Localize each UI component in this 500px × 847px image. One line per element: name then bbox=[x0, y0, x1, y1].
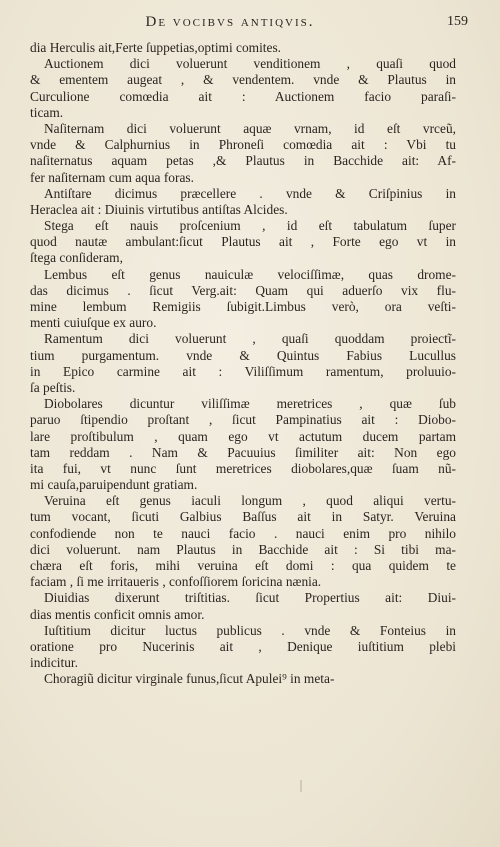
text-line: Diobolares dicuntur viliſſimæ meretrices , quæ ſub bbox=[44, 396, 456, 412]
text-line: fer naſiternam cum aqua foras. bbox=[30, 169, 194, 185]
text-line: ſa peſtis. bbox=[30, 379, 76, 395]
text-line: oratione pro Nucerinis ait , Denique iuſtitium plebi bbox=[30, 638, 456, 654]
text-line: tam reddam . Nam & Pacuuius ſimiliter ait: Non ego bbox=[30, 444, 456, 460]
text-line: confodiende non te nauci facio . nauci enim pro nihilo bbox=[30, 525, 456, 541]
running-title: De vocibvs antiqvis. bbox=[145, 14, 315, 30]
text-line: menti cuiuſque ex auro. bbox=[30, 315, 157, 331]
text-line: vnde & Calphurnius in Phroneſi comœdia ait : Vbi tu bbox=[30, 137, 456, 153]
text-line: faciam , ſi me irritaueris , confoſſiorem ſoricina nænia. bbox=[30, 574, 322, 590]
text-line: Auctionem dici voluerunt venditionem , quaſi quod bbox=[44, 56, 456, 72]
text-line: ita fui, vt nunc ſunt meretrices diobolares,quæ ſuam nũ- bbox=[30, 460, 456, 476]
text-line: Choragiũ dicitur virginale funus,ſicut Apulei⁹ in meta- bbox=[44, 671, 335, 687]
text-line: das dicimus . ſicut Verg.ait: Quam qui aduerſo vix flu- bbox=[30, 282, 456, 298]
text-line: ticam. bbox=[30, 104, 64, 120]
text-line: in Epico carmine ait : Viliſſimum ramentum, proluuio- bbox=[30, 363, 456, 379]
text-line: dias mentis conficit omnis amor. bbox=[30, 606, 205, 622]
paper-mark bbox=[300, 780, 302, 792]
text-line: Ramentum dici voluerunt , quaſi quoddam proiectĩ- bbox=[44, 331, 456, 347]
text-line: Diuidias dixerunt triſtitias. ſicut Propertius ait: Diui- bbox=[44, 590, 456, 606]
text-line: lare proſtibulum , quam ego vt actutum ducem partam bbox=[30, 428, 456, 444]
text-line: Naſiternam dici voluerunt aquæ vrnam, id eſt vrceũ, bbox=[44, 120, 456, 136]
text-line: quod nautæ ambulant:ſicut Plautus ait , Forte ego vt in bbox=[30, 234, 456, 250]
text-line: Curculione comœdia ait : Auctionem facio paraſi- bbox=[30, 88, 456, 104]
text-line: tium purgamentum. vnde & Quintus Fabius Lucullus bbox=[30, 347, 456, 363]
text-line: chæra eſt foris, mihi veruina eſt domi : qua quidem te bbox=[30, 558, 456, 573]
body-text bbox=[30, 40, 456, 688]
text-line: dia Herculis ait,Ferte ſuppetias,optimi comites. bbox=[30, 40, 282, 55]
text-line: mi cauſa,paruipendunt gratiam. bbox=[30, 477, 198, 493]
text-line: Lembus eſt genus nauiculæ velociſſimæ, quas drome- bbox=[44, 266, 456, 282]
text-line: Heraclea ait : Diuinis virtutibus antiſtas Alcides. bbox=[30, 201, 288, 217]
text-line: mine lembum Remigiis ſubigit.Limbus verò, ora veſti- bbox=[30, 299, 456, 314]
text-line: Veruina eſt genus iaculi longum , quod aliqui vertu- bbox=[44, 493, 456, 509]
text-line: tum vocant, ſicuti Galbius Baſſus ait in Satyr. Veruina bbox=[30, 509, 456, 525]
text-line: & ementem augeat , & vendentem. vnde & Plautus in bbox=[30, 72, 456, 88]
text-line: Stega eſt nauis proſcenium , id eſt tabulatum ſuper bbox=[44, 218, 456, 234]
text-line: dici voluerunt. nam Plautus in Bacchide ait : Si tibi ma- bbox=[30, 541, 456, 557]
page-number: 159 bbox=[447, 14, 468, 29]
running-header bbox=[24, 14, 476, 36]
text-line: paruo ſtipendio proſtant , ſicut Pampinatius ait : Diobo- bbox=[30, 412, 456, 428]
text-line: indicitur. bbox=[30, 655, 78, 671]
text-line: Antiſtare dicimus præcellere . vnde & Criſpinius in bbox=[44, 185, 456, 201]
text-line: ſtega conſideram, bbox=[30, 250, 123, 266]
text-line: Iuſtitium dicitur luctus publicus . vnde & Fonteius in bbox=[44, 622, 456, 638]
text-line: naſiternatus aquam petas ,& Plautus in Bacchide ait: Af- bbox=[30, 153, 456, 169]
